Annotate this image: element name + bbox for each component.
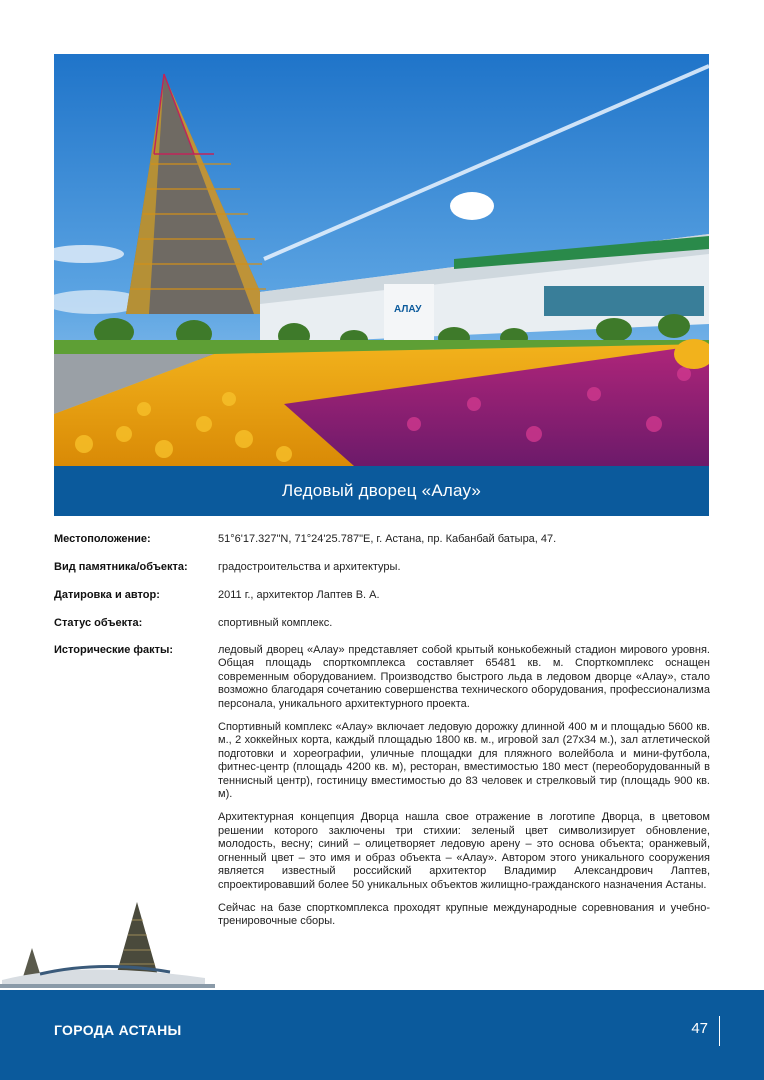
date-value: 2011 г., архитектор Лаптев В. А. — [218, 589, 380, 601]
facts-text — [218, 644, 710, 939]
location-value: 51°6'17.327"N, 71°24'25.787"E, г. Астана, пр. Кабанбай батыра, 47. — [218, 533, 557, 545]
facts-paragraph: Архитектурная концепция Дворца нашла свое отражение в логотипе Дворца, в цветовом решении которого заключены три стихии: зеленый цвет символизирует обновление, молодость, весну; синий – олицетворяет ледовую арену – это основа объекта; оранжевый, огненный цвет – это имя и образ объекта – «Алау». Автором этого уникального сооружения является известный российский архитектор Владимир Александрович Лаптев, спроектировавший более 50 уникальных объектов жилищно-гражданского назначения Астаны. — [218, 811, 710, 891]
type-value: градостроительства и архитектуры. — [218, 561, 401, 573]
footer-title: ГОРОДА АСТАНЫ — [54, 1022, 182, 1038]
photo-building-icon — [54, 54, 709, 466]
page-number: 47 — [691, 1020, 708, 1037]
date-label: Датировка и автор: — [54, 589, 160, 601]
status-label: Статус объекта: — [54, 617, 143, 629]
type-label: Вид памятника/объекта: — [54, 561, 188, 573]
facts-paragraph: Спортивный комплекс «Алау» включает ледовую дорожку длинной 400 м и площадью 5600 кв. м., 2 хоккейных корта, каждый площадью 1800 кв. м., игровой зал (27х34 м.), зал атлетической подготовки и хореографии, уличные площадки для пляжного волейбола и мини-футбола, фитнес-центр (площадь 4200 кв. м), ресторан, вместимостью 180 мест (переоборудованный в теннисный центр), гостиницу вместимостью до 83 человек и стрелковый тир (площадь 900 кв. м). — [218, 721, 710, 801]
photo-caption: Ледовый дворец «Алау» — [282, 481, 481, 500]
status-value: спортивный комплекс. — [218, 617, 333, 629]
location-label: Местоположение: — [54, 533, 151, 545]
facts-paragraph: ледовый дворец «Алау» представляет собой крытый конькобежный стадион мирового уровня. Общая площадь спорткомплекса составляет 65481 кв. м. Спорткомплекс оснащен современным оборудованием. Производство быстрого льда в ледовом дворце «Алау», стало возможно благодаря сочетанию совершенства технического оборудования, профессионализма персонала, уникального архитектурного проекта. — [218, 644, 710, 710]
photo-caption-bar — [54, 466, 709, 516]
page-footer — [0, 990, 764, 1080]
building-sketch-icon — [0, 890, 215, 990]
building-sketch-image — [0, 890, 215, 990]
facts-label: Исторические факты: — [54, 644, 174, 656]
svg-text:АЛАУ: АЛАУ — [394, 304, 422, 315]
main-photo — [54, 54, 709, 466]
facts-paragraph: Сейчас на базе спорткомплекса проходят крупные международные соревнования и учебно-тренировочные сборы. — [218, 901, 710, 928]
footer-divider — [719, 1016, 720, 1046]
